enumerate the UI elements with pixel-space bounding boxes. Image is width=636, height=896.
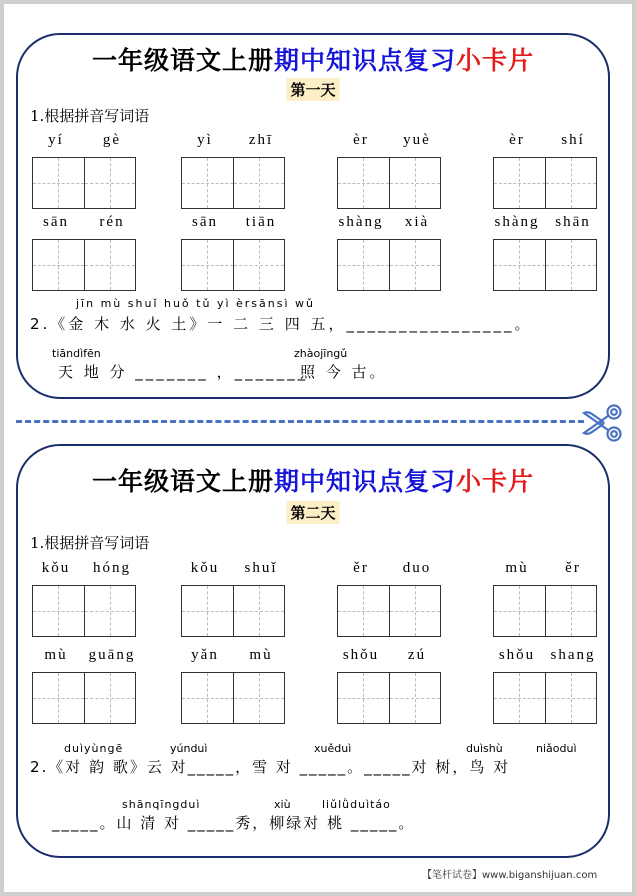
word-box-6[interactable] [181,215,285,291]
pinyin: shǒu zú [342,647,427,663]
pinyin: èr yuè [353,132,431,148]
writing-grid[interactable] [32,585,136,637]
q2-pinyin-b: yúnduì [170,742,208,755]
title-part-card: 小卡片 [456,467,535,496]
writing-grid[interactable] [181,157,285,209]
pinyin: mù guāng [44,647,136,663]
writing-grid[interactable] [337,672,441,724]
title-part-grade: 一年级语文上册 [91,46,274,75]
scissors-icon [580,403,624,443]
q2-pinyin-line-2b: zhàojīngǔ [294,347,348,360]
word-box-4[interactable] [493,133,597,209]
writing-grid[interactable] [493,672,597,724]
q2-text-line-2: _____。山 清 对 _____秀，柳绿对 桃 _____。 [52,814,416,832]
writing-grid[interactable] [32,239,136,291]
word-box-2[interactable] [181,133,285,209]
writing-grid[interactable] [181,239,285,291]
word-box-7[interactable] [337,215,441,291]
q2-pinyin-line-1: jīn mù shuǐ huǒ tǔ yì èrsānsì wǔ [76,297,315,310]
q2-pinyin-h: liǔlǜduìtáo [322,798,391,811]
writing-grid[interactable] [181,672,285,724]
pinyin: yì zhī [197,132,274,148]
q2-pinyin-f: shānqīngduì [122,798,201,811]
pinyin: kǒu shuǐ [190,560,278,576]
word-box-1[interactable] [32,133,136,209]
writing-grid[interactable] [32,672,136,724]
pinyin: yǎn mù [191,647,273,663]
pinyin: kǒu hóng [41,560,131,576]
q2-text-line-1: 2.《对 韵 歌》云 对_____，雪 对 _____。_____对 树，鸟 对 [30,758,511,776]
review-card-day-2 [16,444,610,858]
word-box-5[interactable] [32,215,136,291]
q2-pinyin-g: xiù [274,798,291,811]
footer-watermark: 【笔杆试卷】www.biganshijuan.com [422,870,598,881]
pinyin: mù ěr [505,560,581,576]
review-card-day-1 [16,33,610,399]
q2-text-line-1: 2.《金 木 水 火 土》一 二 三 四 五，________________。 [30,315,533,333]
pinyin: sān tiān [192,214,277,230]
word-box-7[interactable] [337,648,441,724]
pinyin: ěr duo [353,560,432,576]
word-box-1[interactable] [32,561,136,637]
word-box-3[interactable] [337,133,441,209]
day-label: 第二天 [286,501,339,524]
question-1-label: 1.根据拼音写词语 [30,534,150,552]
writing-grid[interactable] [493,239,597,291]
writing-grid[interactable] [493,585,597,637]
word-box-8[interactable] [493,648,597,724]
word-box-5[interactable] [32,648,136,724]
q2-pinyin-d: duìshù [466,742,503,755]
pinyin: yí gè [48,132,122,148]
word-box-8[interactable] [493,215,597,291]
q2-pinyin-c: xuěduì [314,742,352,755]
day-label: 第一天 [286,78,339,101]
q2-text-line-2a: 天 地 分 _______ ，_______ [58,363,309,381]
writing-grid[interactable] [181,585,285,637]
cut-line [16,420,584,423]
writing-grid[interactable] [337,585,441,637]
pinyin: shǒu shang [498,647,596,663]
q2-pinyin-line-2a: tiāndìfēn [52,347,101,360]
pinyin: shàng shān [494,214,591,230]
q2-pinyin-a: duìyùngē [64,742,124,755]
title-part-midterm: 期中知识点复习 [273,46,456,75]
writing-grid[interactable] [493,157,597,209]
card-title [18,462,608,498]
q2-pinyin-e: niǎoduì [536,742,577,755]
pinyin: shàng xià [338,214,430,230]
question-1-label: 1.根据拼音写词语 [30,107,150,125]
pinyin: sān rén [43,214,125,230]
card-title [18,41,608,77]
title-part-grade: 一年级语文上册 [91,467,274,496]
word-box-6[interactable] [181,648,285,724]
pinyin: èr shí [509,132,585,148]
word-box-2[interactable] [181,561,285,637]
writing-grid[interactable] [337,239,441,291]
word-box-4[interactable] [493,561,597,637]
title-part-midterm: 期中知识点复习 [273,467,456,496]
word-box-3[interactable] [337,561,441,637]
writing-grid[interactable] [337,157,441,209]
q2-text-line-2b: 照 今 古。 [300,363,388,381]
writing-grid[interactable] [32,157,136,209]
title-part-card: 小卡片 [456,46,535,75]
